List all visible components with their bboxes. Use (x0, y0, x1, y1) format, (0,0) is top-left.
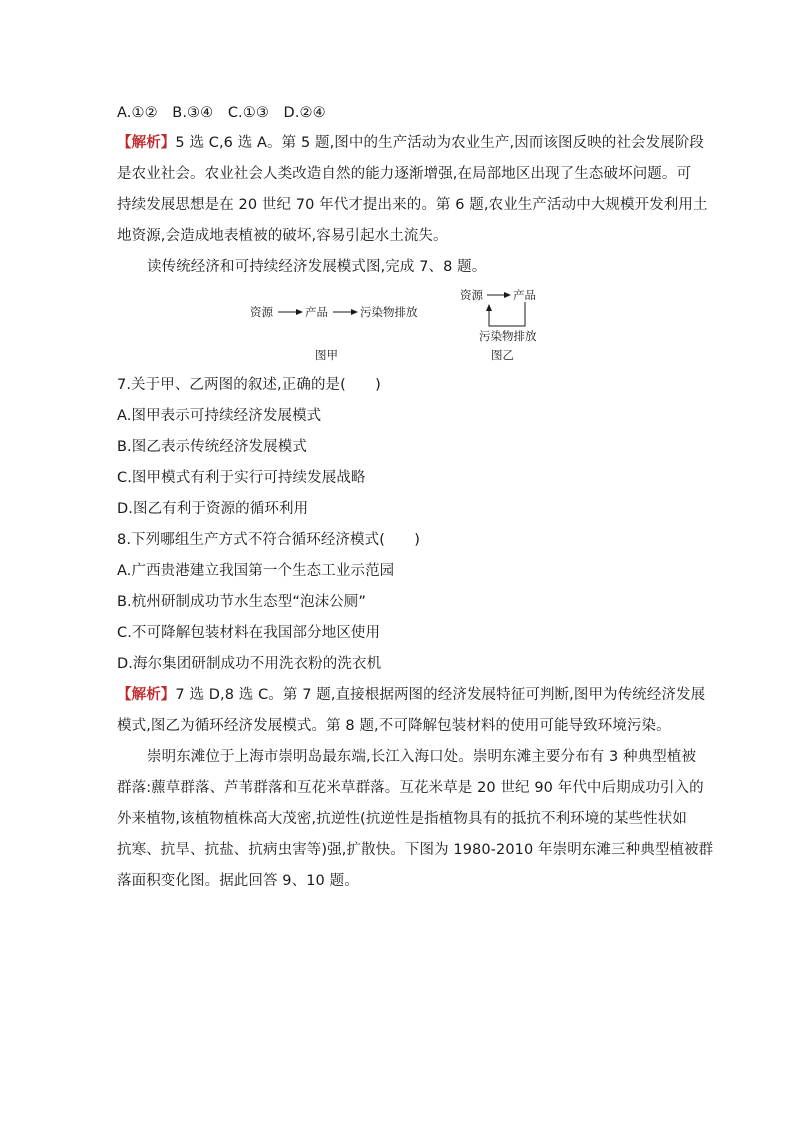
q8-option-b: B.杭州研制成功节水生态型“泡沫公厕” (117, 594, 366, 610)
q8-option-c: C.不可降解包装材料在我国部分地区使用 (117, 625, 381, 641)
q7-option-c: C.图甲模式有利于实行可持续发展战略 (117, 470, 366, 486)
yi-product-label: 产品 (513, 288, 536, 302)
passage-line-5: 落面积变化图。据此回答 9、10 题。 (117, 873, 359, 889)
analysis-5-6-line-3: 持续发展思想是在 20 世纪 70 年代才提出来的。第 6 题,农业生产活动中大规模开发利用土 (117, 197, 708, 213)
jia-pollution-label: 污染物排放 (360, 305, 418, 319)
intro-7-8: 读传统经济和可持续经济发展模式图,完成 7、8 题。 (147, 259, 487, 275)
passage-line-2: 群落:藨草群落、芦苇群落和互花米草群落。互花米草是 20 世纪 90 年代中后期成功引入的 (117, 780, 704, 796)
q6-options: A.①② B.③④ C.①③ D.②④ (117, 105, 326, 121)
analysis-5-6-line-4: 地资源,会造成地表植被的破坏,容易引起水土流失。 (117, 228, 448, 244)
analysis-text: 5 选 C,6 选 A。第 5 题,图中的生产活动为农业生产,因而该图反映的社会发展阶段 (175, 135, 705, 151)
yi-caption: 图乙 (491, 348, 514, 362)
q7-option-d: D.图乙有利于资源的循环利用 (117, 501, 309, 517)
analysis-text: 7 选 D,8 选 C。第 7 题,直接根据两图的经济发展特征可判断,图甲为传统经济发展 (175, 687, 706, 703)
diagram-yi (460, 288, 537, 362)
economy-model-diagram (240, 282, 560, 372)
yi-cycle-arrow (489, 302, 525, 326)
jia-resource-label: 资源 (250, 305, 273, 319)
jia-caption: 图甲 (315, 348, 338, 362)
diagram-jia (250, 305, 418, 362)
passage-line-4: 抗寒、抗旱、抗盐、抗病虫害等)强,扩散快。下图为 1980-2010 年崇明东滩三种典型植被群 (117, 842, 714, 858)
analysis-5-6-line-1 (117, 133, 705, 153)
passage-line-3: 外来植物,该植物植株高大茂密,抗逆性(抗逆性是指植物具有的抵抗不利环境的某些性状如 (117, 811, 687, 827)
q7-option-b: B.图乙表示传统经济发展模式 (117, 439, 307, 455)
analysis-tag: 【解析】 (117, 135, 176, 151)
q8-stem: 8.下列哪组生产方式不符合循环经济模式( ) (117, 532, 420, 548)
q8-option-a: A.广西贵港建立我国第一个生态工业示范园 (117, 563, 395, 579)
q8-option-d: D.海尔集团研制成功不用洗衣粉的洗衣机 (117, 656, 382, 672)
q7-stem: 7.关于甲、乙两图的叙述,正确的是( ) (117, 377, 381, 393)
yi-resource-label: 资源 (460, 288, 483, 302)
analysis-5-6-line-2: 是农业社会。农业社会人类改造自然的能力逐渐增强,在局部地区出现了生态破坏问题。可 (117, 166, 692, 182)
jia-product-label: 产品 (305, 305, 328, 319)
analysis-7-8-line-2: 模式,图乙为循环经济发展模式。第 8 题,不可降解包装材料的使用可能导致环境污染。 (117, 718, 671, 734)
q7-option-a: A.图甲表示可持续经济发展模式 (117, 408, 322, 424)
yi-pollution-label: 污染物排放 (479, 329, 537, 343)
passage-line-1: 崇明东滩位于上海市崇明岛最东端,长江入海口处。崇明东滩主要分布有 3 种典型植被 (147, 749, 697, 765)
analysis-7-8-line-1 (117, 685, 706, 705)
analysis-tag: 【解析】 (117, 687, 176, 703)
